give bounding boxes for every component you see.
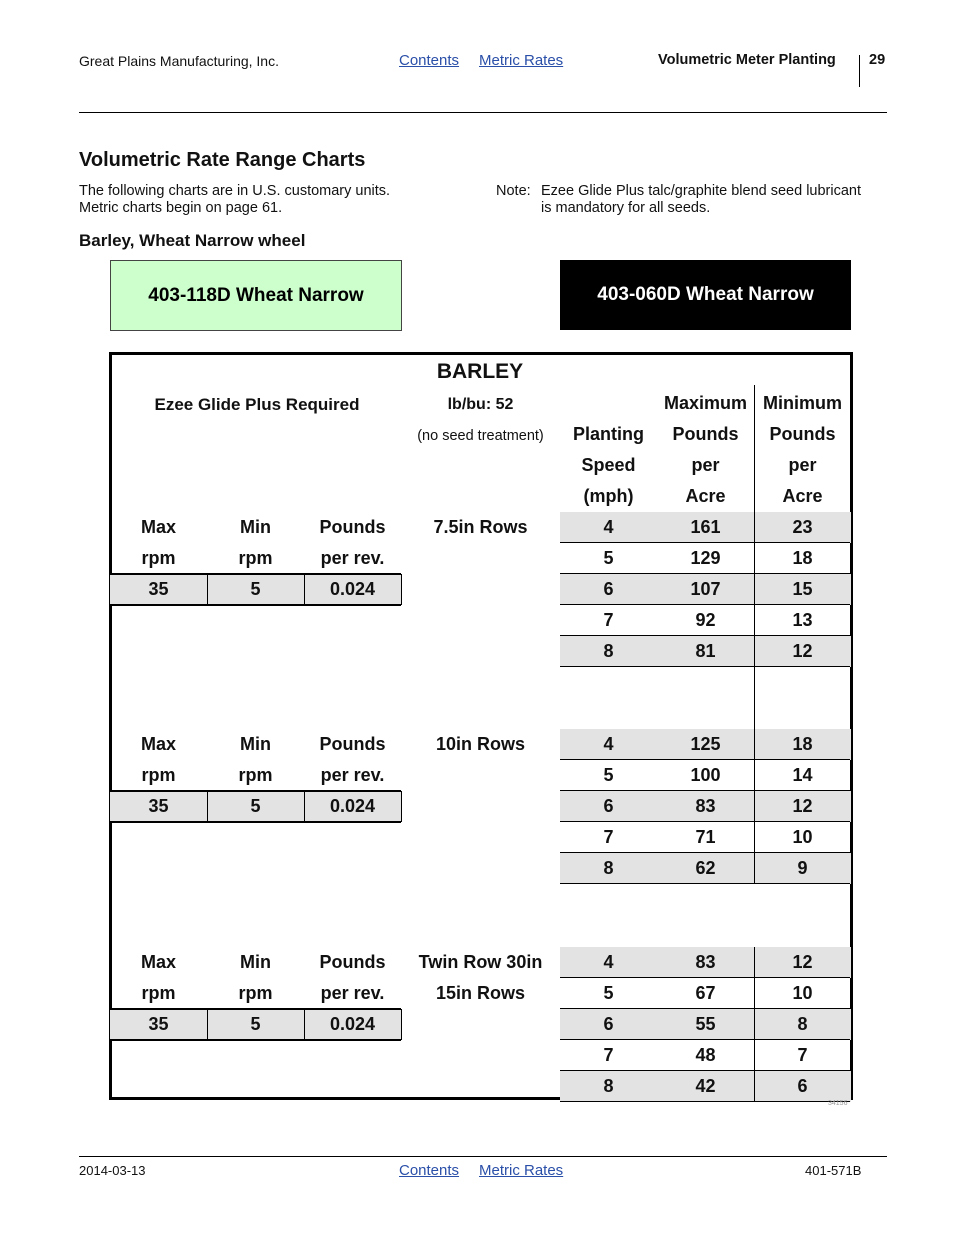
settings-bottom-line bbox=[110, 821, 401, 823]
seed-treatment: (no seed treatment) bbox=[417, 428, 544, 444]
max-rate-cell: 125 bbox=[657, 729, 754, 760]
max-rate-cell: 83 bbox=[657, 791, 754, 822]
max-header-line: Maximum bbox=[663, 393, 748, 413]
settings-header-per: Pounds bbox=[319, 952, 386, 972]
settings-vsep bbox=[207, 574, 208, 605]
min-header-line: Pounds bbox=[769, 424, 836, 444]
speed-cell: 6 bbox=[560, 574, 657, 605]
row-divider bbox=[560, 666, 850, 667]
min-rate-cell: 10 bbox=[792, 827, 813, 847]
row-divider bbox=[560, 883, 850, 884]
page-number: 29 bbox=[869, 52, 886, 68]
intro-text bbox=[79, 183, 390, 217]
settings-vsep bbox=[207, 791, 208, 822]
speed-cell: 4 bbox=[560, 512, 657, 543]
max-header-line: Pounds bbox=[672, 424, 739, 444]
min-rate-cell: 12 bbox=[754, 947, 851, 978]
section-title: Volumetric Meter Planting bbox=[658, 52, 836, 68]
footer-contents-link[interactable]: Contents bbox=[399, 1162, 460, 1179]
pounds-per-rev-value: 0.024 bbox=[304, 574, 401, 605]
settings-header-min: rpm bbox=[238, 765, 273, 785]
settings-header-per: per rev. bbox=[320, 765, 385, 785]
settings-header-max: rpm bbox=[141, 983, 176, 1003]
meter-left-box: 403-118D Wheat Narrow bbox=[110, 260, 402, 331]
max-rpm-value: 35 bbox=[110, 574, 207, 605]
subheading: Barley, Wheat Narrow wheel bbox=[79, 231, 306, 250]
min-rate-cell: 12 bbox=[754, 791, 851, 822]
figure-id: 34156 bbox=[828, 1100, 848, 1107]
settings-top-line bbox=[110, 1008, 401, 1010]
metric-rates-link[interactable]: Metric Rates bbox=[479, 52, 564, 69]
speed-cell: 5 bbox=[603, 548, 614, 568]
settings-header-min: rpm bbox=[238, 983, 273, 1003]
max-rate-cell: 55 bbox=[657, 1009, 754, 1040]
min-rpm-value: 5 bbox=[207, 574, 304, 605]
contents-link[interactable]: Contents bbox=[399, 52, 460, 69]
speed-header-line: (mph) bbox=[583, 486, 634, 506]
min-rate-cell: 13 bbox=[792, 610, 813, 630]
row-spacing-label: 7.5in Rows bbox=[433, 517, 528, 537]
footer-metric-rates-link[interactable]: Metric Rates bbox=[479, 1162, 564, 1179]
page-heading: Volumetric Rate Range Charts bbox=[79, 149, 366, 171]
settings-vsep bbox=[207, 1009, 208, 1040]
intro-line-2: Metric charts begin on page 61. bbox=[79, 200, 283, 216]
rate-chart bbox=[109, 352, 853, 1100]
settings-header-per: per rev. bbox=[320, 548, 385, 568]
speed-cell: 7 bbox=[603, 827, 614, 847]
speed-cell: 8 bbox=[560, 636, 657, 667]
settings-header-max: rpm bbox=[141, 765, 176, 785]
max-rate-cell: 92 bbox=[695, 610, 716, 630]
pounds-per-rev-value: 0.024 bbox=[304, 1009, 401, 1040]
footer-doc-number: 401-571B bbox=[805, 1163, 862, 1178]
settings-vsep bbox=[401, 1009, 402, 1040]
header-vsep bbox=[754, 385, 755, 512]
speed-header-line: Planting bbox=[573, 424, 644, 444]
speed-cell: 7 bbox=[603, 1045, 614, 1065]
min-rate-cell: 15 bbox=[754, 574, 851, 605]
max-rate-cell: 129 bbox=[690, 548, 721, 568]
speed-cell: 8 bbox=[560, 853, 657, 884]
speed-cell: 6 bbox=[560, 1009, 657, 1040]
speed-cell: 6 bbox=[560, 791, 657, 822]
settings-top-line bbox=[110, 790, 401, 792]
settings-header-max: Max bbox=[140, 952, 176, 972]
min-rate-cell: 8 bbox=[754, 1009, 851, 1040]
max-rate-cell: 83 bbox=[657, 947, 754, 978]
max-rate-cell: 62 bbox=[657, 853, 754, 884]
min-rate-cell: 7 bbox=[797, 1045, 808, 1065]
header-divider bbox=[859, 55, 860, 87]
header-rule bbox=[79, 112, 887, 113]
gap-vsep bbox=[754, 667, 755, 729]
settings-vsep bbox=[304, 791, 305, 822]
settings-header-min: Min bbox=[240, 952, 271, 972]
min-rate-cell: 18 bbox=[754, 729, 851, 760]
row-divider bbox=[560, 1101, 850, 1102]
max-rate-cell: 67 bbox=[695, 983, 716, 1003]
footer-date: 2014-03-13 bbox=[79, 1163, 146, 1178]
data-vsep bbox=[754, 729, 755, 884]
meter-right-box: 403-060D Wheat Narrow bbox=[560, 260, 851, 330]
min-header-line: Minimum bbox=[763, 393, 842, 413]
max-rate-cell: 100 bbox=[690, 765, 721, 785]
speed-cell: 4 bbox=[560, 729, 657, 760]
min-rate-cell: 6 bbox=[754, 1071, 851, 1102]
note-line-1: Ezee Glide Plus talc/graphite blend seed lubricant bbox=[541, 183, 861, 199]
max-rate-cell: 107 bbox=[657, 574, 754, 605]
max-rate-cell: 48 bbox=[695, 1045, 716, 1065]
speed-header-line: Speed bbox=[581, 455, 636, 475]
speed-cell: 5 bbox=[603, 983, 614, 1003]
settings-bottom-line bbox=[110, 604, 401, 606]
min-rate-cell: 23 bbox=[754, 512, 851, 543]
settings-header-per: per rev. bbox=[320, 983, 385, 1003]
settings-header-per: Pounds bbox=[319, 517, 386, 537]
lubricant-note: Ezee Glide Plus Required bbox=[154, 395, 360, 414]
data-vsep bbox=[754, 947, 755, 1102]
settings-header-max: Max bbox=[140, 734, 176, 754]
min-rate-cell: 12 bbox=[754, 636, 851, 667]
settings-header-min: rpm bbox=[238, 548, 273, 568]
settings-vsep bbox=[401, 791, 402, 822]
row-spacing-label: 15in Rows bbox=[435, 983, 526, 1003]
speed-cell: 8 bbox=[560, 1071, 657, 1102]
row-spacing-label: Twin Row 30in bbox=[418, 952, 543, 972]
footer-rule bbox=[79, 1156, 887, 1157]
pounds-per-rev-value: 0.024 bbox=[304, 791, 401, 822]
settings-header-per: Pounds bbox=[319, 734, 386, 754]
settings-vsep bbox=[401, 574, 402, 605]
max-rate-cell: 71 bbox=[695, 827, 716, 847]
min-header-line: Acre bbox=[782, 486, 823, 506]
min-rate-cell: 18 bbox=[792, 548, 813, 568]
settings-header-min: Min bbox=[240, 517, 271, 537]
data-vsep bbox=[754, 512, 755, 667]
max-rpm-value: 35 bbox=[110, 791, 207, 822]
settings-header-min: Min bbox=[240, 734, 271, 754]
speed-cell: 7 bbox=[603, 610, 614, 630]
company-name: Great Plains Manufacturing, Inc. bbox=[79, 53, 279, 69]
settings-vsep bbox=[304, 1009, 305, 1040]
speed-cell: 4 bbox=[560, 947, 657, 978]
max-header-line: Acre bbox=[685, 486, 726, 506]
note-label: Note: bbox=[496, 183, 531, 199]
settings-bottom-line bbox=[110, 1039, 401, 1041]
min-rate-cell: 9 bbox=[754, 853, 851, 884]
min-rate-cell: 10 bbox=[792, 983, 813, 1003]
settings-vsep bbox=[304, 574, 305, 605]
max-rate-cell: 161 bbox=[657, 512, 754, 543]
max-header-line: per bbox=[691, 455, 720, 475]
speed-cell: 5 bbox=[603, 765, 614, 785]
max-rate-cell: 81 bbox=[657, 636, 754, 667]
settings-header-max: rpm bbox=[141, 548, 176, 568]
settings-top-line bbox=[110, 573, 401, 575]
crop-title: BARLEY bbox=[436, 360, 524, 383]
note-line-2: is mandatory for all seeds. bbox=[541, 200, 711, 216]
row-spacing-label: 10in Rows bbox=[435, 734, 526, 754]
min-rpm-value: 5 bbox=[207, 791, 304, 822]
min-rate-cell: 14 bbox=[792, 765, 813, 785]
lb-per-bushel: lb/bu: 52 bbox=[447, 396, 514, 413]
min-header-line: per bbox=[788, 455, 817, 475]
settings-header-max: Max bbox=[140, 517, 176, 537]
min-rpm-value: 5 bbox=[207, 1009, 304, 1040]
note-text bbox=[541, 183, 861, 217]
max-rate-cell: 42 bbox=[657, 1071, 754, 1102]
max-rpm-value: 35 bbox=[110, 1009, 207, 1040]
intro-line-1: The following charts are in U.S. customary units. bbox=[79, 183, 391, 199]
